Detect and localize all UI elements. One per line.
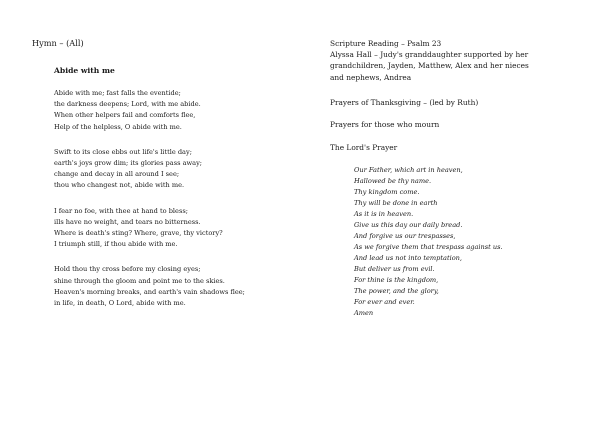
- hymn-line: I triumph still, if thou abide with me.: [54, 240, 178, 249]
- hymn-heading: Hymn – (All): [32, 38, 84, 48]
- right-column: [330, 38, 592, 319]
- lords-prayer-heading: The Lord's Prayer: [330, 143, 398, 153]
- prayer-line: Our Father, which art in heaven,: [354, 166, 463, 175]
- hymn-line: ills have no weight, and tears no bitterness.: [54, 217, 201, 226]
- hymn-line: Where is death's sting? Where, grave, thy victory?: [54, 229, 223, 238]
- hymn-line: Hold thou thy cross before my closing eyes;: [54, 265, 201, 274]
- prayer-line: Give us this day our daily bread.: [354, 221, 463, 230]
- hymn-line: change and decay in all around I see;: [54, 170, 180, 179]
- left-column: [32, 38, 297, 309]
- hymn-title: Abide with me: [54, 66, 115, 75]
- prayer-line: For ever and ever.: [354, 298, 415, 307]
- hymn-line: in life, in death, O Lord, abide with me.: [54, 299, 186, 308]
- hymn-line: thou who changest not, abide with me.: [54, 181, 185, 190]
- prayer-line: And lead us not into temptation,: [354, 254, 463, 263]
- lords-prayer-text: [354, 165, 592, 319]
- hymn-line: Heaven's morning breaks, and earth's vain shadows flee;: [54, 287, 245, 296]
- thanksgiving-prayers: Prayers of Thanksgiving – (led by Ruth): [330, 97, 479, 107]
- prayer-line: Hallowed be thy name.: [354, 177, 432, 186]
- prayer-line: For thine is the kingdom,: [354, 276, 439, 285]
- scripture-reader-line: Alyssa Hall – Judy's granddaughter supported by her: [330, 50, 529, 60]
- prayer-line: And forgive us our trespasses,: [354, 232, 456, 241]
- hymn-line: earth's joys grow dim; its glories pass away;: [54, 159, 203, 168]
- hymn-line: When other helpers fail and comforts flee,: [54, 111, 196, 120]
- scripture-heading: Scripture Reading – Psalm 23: [330, 39, 442, 48]
- prayer-line: Amen: [354, 309, 374, 318]
- hymn-stanza: [54, 147, 297, 192]
- prayer-line: Thy will be done in earth: [354, 199, 438, 208]
- hymn-line: shine through the gloom and point me to the skies.: [54, 276, 225, 285]
- hymn-stanza: [54, 88, 297, 133]
- prayer-line: As it is in heaven.: [354, 210, 414, 219]
- hymn-stanza: [54, 264, 297, 309]
- scripture-reader-line: and nephews, Andrea: [330, 72, 412, 82]
- prayer-line: As we forgive them that trespass against us.: [354, 243, 503, 252]
- prayer-line: The power, and the glory,: [354, 287, 439, 296]
- hymn-line: Help of the helpless, O abide with me.: [54, 122, 182, 131]
- hymn-line: the darkness deepens; Lord, with me abide.: [54, 100, 201, 109]
- hymn-line: I fear no foe, with thee at hand to bless;: [54, 206, 188, 215]
- prayer-line: Thy kingdom come.: [354, 188, 420, 197]
- hymn-line: Abide with me; fast falls the eventide;: [54, 89, 181, 97]
- hymn-stanza: [54, 206, 297, 251]
- mourning-prayers: Prayers for those who mourn: [330, 120, 440, 130]
- prayer-line: But deliver us from evil.: [354, 265, 435, 274]
- hymn-line: Swift to its close ebbs out life's little day;: [54, 147, 192, 156]
- scripture-reader-line: grandchildren, Jayden, Matthew, Alex and her nieces: [330, 61, 529, 71]
